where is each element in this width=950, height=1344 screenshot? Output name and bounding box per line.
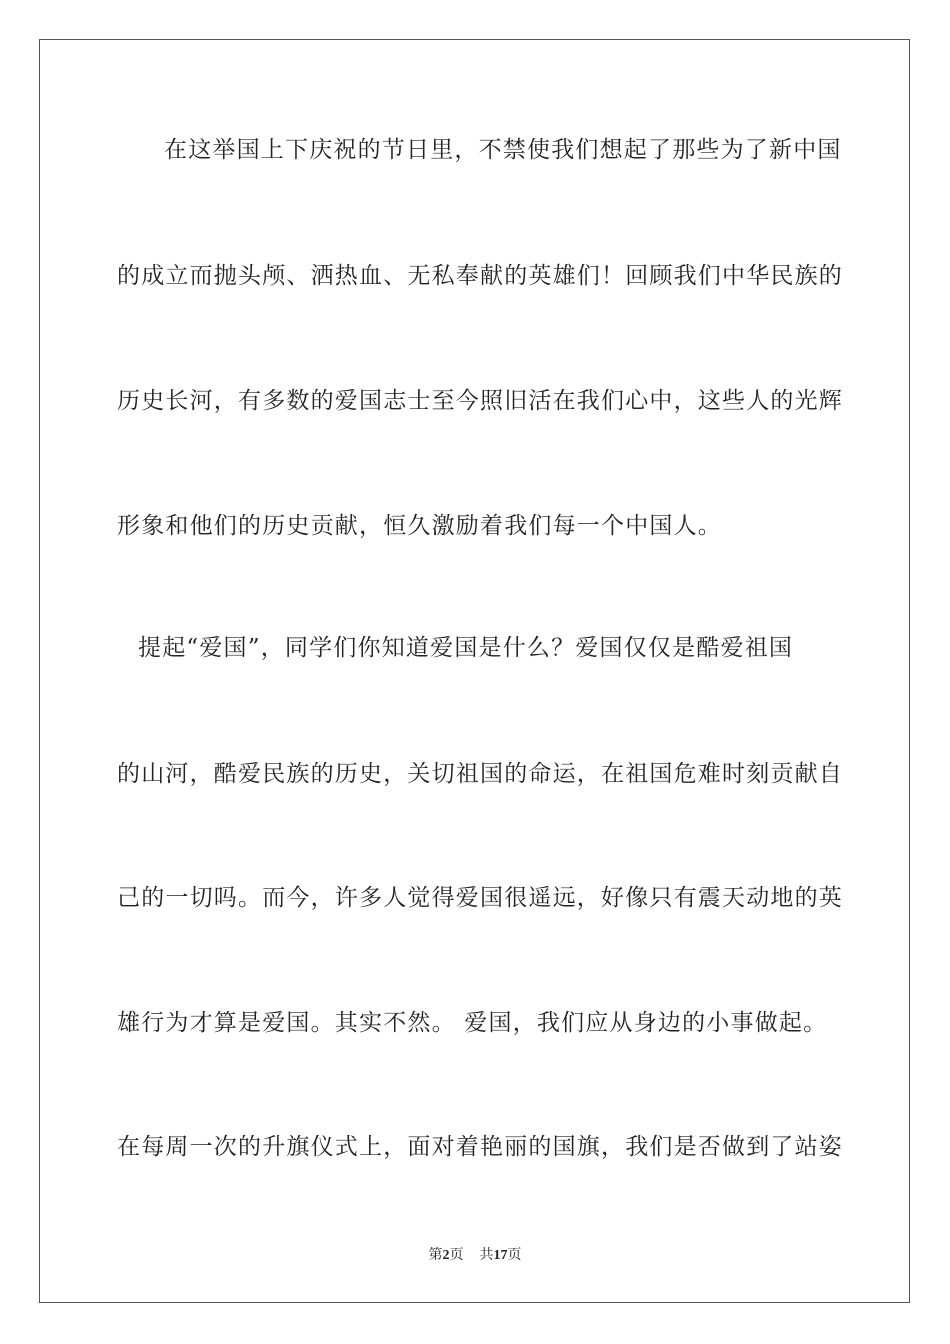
page-number: 2 — [442, 1248, 450, 1263]
paragraph-line: 己的一切吗。而今，许多人觉得爱国很遥远，好像只有震天动地的英 — [117, 885, 843, 911]
paragraph-line: 在这举国上下庆祝的节日里，不禁使我们想起了那些为了新中国 — [164, 137, 842, 163]
paragraph-line: 形象和他们的历史贡献，恒久激励着我们每一个中国人。 — [117, 513, 722, 539]
total-suffix: 页 — [507, 1248, 522, 1263]
paragraph-line: 提起“爱国”，同学们你知道爱国是什么？爱国仅仅是酷爱祖国 — [138, 635, 794, 661]
total-pages: 17 — [493, 1248, 508, 1263]
paragraph-line: 在每周一次的升旗仪式上，面对着艳丽的国旗，我们是否做到了站姿 — [117, 1134, 843, 1160]
paragraph-line: 历史长河，有多数的爱国志士至今照旧活在我们心中，这些人的光辉 — [117, 388, 843, 414]
page-border — [39, 39, 910, 1303]
paragraph-line: 的山河，酷爱民族的历史，关切祖国的命运，在祖国危难时刻贡献自 — [117, 761, 843, 787]
page-suffix: 页 — [449, 1248, 464, 1263]
page-footer — [0, 1247, 950, 1265]
total-prefix: 共 — [479, 1248, 494, 1263]
paragraph-line: 雄行为才算是爱国。其实不然。 爱国，我们应从身边的小事做起。 — [117, 1010, 828, 1036]
paragraph-line: 的成立而抛头颅、洒热血、无私奉献的英雄们！回顾我们中华民族的 — [117, 263, 843, 289]
page-prefix: 第 — [428, 1248, 443, 1263]
